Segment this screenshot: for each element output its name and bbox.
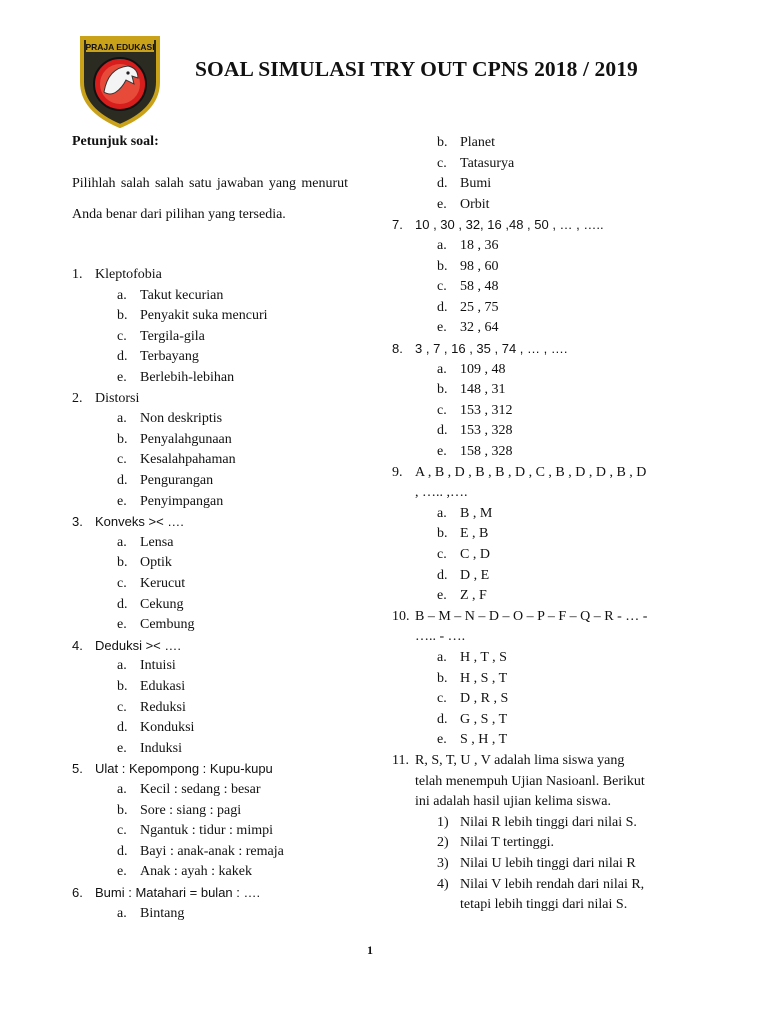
option-letter: d. xyxy=(117,349,128,365)
answer-option xyxy=(437,586,487,606)
answer-option xyxy=(117,739,182,759)
question-item xyxy=(72,759,273,779)
answer-option xyxy=(117,471,213,491)
option-text: 153 , 312 xyxy=(460,402,513,418)
answer-option xyxy=(117,553,172,573)
answer-option xyxy=(437,669,507,689)
option-text: Takut kecurian xyxy=(140,287,224,303)
answer-option xyxy=(437,648,507,668)
statement-text: Nilai T tertinggi. xyxy=(460,835,554,851)
question-item xyxy=(392,792,611,812)
option-text: Bayi : anak-anak : remaja xyxy=(140,843,284,859)
option-letter: d. xyxy=(117,720,128,736)
answer-option xyxy=(437,401,513,421)
question-text: 10 , 30 , 32, 16 ,48 , 50 , … , ….. xyxy=(415,217,604,233)
answer-option xyxy=(437,730,507,750)
option-text: Tergila-gila xyxy=(140,328,205,344)
option-text: Optik xyxy=(140,555,172,571)
option-letter: e. xyxy=(437,444,447,459)
option-text: Intuisi xyxy=(140,658,176,674)
question-text: 3 , 7 , 16 , 35 , 74 , … , …. xyxy=(415,341,568,356)
question-text: Kleptofobia xyxy=(95,267,162,282)
question-text-line: telah menempuh Ujian Nasioanl. Berikut xyxy=(415,773,645,789)
question-number: 1. xyxy=(72,267,83,282)
question-text: Konveks >< …. xyxy=(95,514,184,530)
option-letter: e. xyxy=(117,493,127,509)
option-text: Pengurangan xyxy=(140,473,214,488)
answer-option xyxy=(117,327,205,347)
answer-option xyxy=(117,801,241,821)
answer-option xyxy=(437,710,507,730)
option-text: Tatasurya xyxy=(460,155,515,171)
answer-option xyxy=(117,409,222,429)
answer-option xyxy=(437,380,506,400)
question-text: Deduksi >< …. xyxy=(95,637,181,653)
answer-option xyxy=(117,492,223,512)
question-text: Distorsi xyxy=(95,390,140,406)
option-letter: c. xyxy=(437,279,447,295)
option-letter: a. xyxy=(117,411,127,427)
instructions-label: Petunjuk soal: xyxy=(72,134,159,149)
statement-item xyxy=(437,833,554,853)
option-text: 109 , 48 xyxy=(460,361,506,377)
question-item xyxy=(392,339,567,359)
statement-text: Nilai R lebih tinggi dari nilai S. xyxy=(460,814,637,830)
option-letter: a. xyxy=(117,905,127,921)
option-letter: b. xyxy=(437,258,448,274)
option-letter: b. xyxy=(117,802,128,818)
logo-text: PRAJA EDUKASI xyxy=(85,42,155,52)
question-item-continued xyxy=(415,483,468,503)
option-letter: a. xyxy=(437,238,447,253)
question-number: 11. xyxy=(392,753,409,768)
question-text: Bumi : Matahari = bulan : …. xyxy=(95,885,261,900)
option-text: 148 , 31 xyxy=(460,382,506,398)
statement-text: Nilai U lebih tinggi dari nilai R xyxy=(460,856,636,871)
option-text: Penyalahgunaan xyxy=(140,431,232,447)
answer-option xyxy=(437,566,489,586)
answer-option xyxy=(117,347,199,367)
question-item xyxy=(72,636,181,656)
option-letter: b. xyxy=(437,526,448,542)
statement-text: Nilai V lebih rendah dari nilai R, xyxy=(460,876,645,892)
question-item xyxy=(392,772,645,792)
option-letter: a. xyxy=(117,287,127,303)
option-text: Penyimpangan xyxy=(140,493,224,509)
option-letter: a. xyxy=(117,534,127,550)
option-letter: a. xyxy=(437,505,447,521)
option-text: Berlebih-lebihan xyxy=(140,370,235,385)
option-letter: a. xyxy=(117,658,127,674)
question-item xyxy=(392,463,646,483)
answer-option xyxy=(437,318,499,338)
option-text: D , E xyxy=(460,567,490,583)
option-letter: b. xyxy=(437,135,448,150)
option-text: C , D xyxy=(460,547,490,562)
answer-option xyxy=(437,442,513,462)
option-text: Bumi xyxy=(460,176,492,192)
question-text: Ulat : Kepompong : Kupu-kupu xyxy=(95,761,273,777)
option-letter: c. xyxy=(117,328,127,344)
option-text: Non deskriptis xyxy=(140,411,223,427)
option-letter: d. xyxy=(437,299,448,315)
statement-text: tetapi lebih tinggi dari nilai S. xyxy=(460,897,628,913)
answer-option xyxy=(117,842,284,862)
answer-option xyxy=(437,174,491,194)
option-letter: d. xyxy=(117,843,128,859)
answer-option xyxy=(117,656,176,676)
answer-option xyxy=(437,524,488,544)
statement-number: 2) xyxy=(437,835,449,851)
question-number: 6. xyxy=(72,885,83,900)
statement-item xyxy=(437,875,644,895)
option-text: Reduksi xyxy=(140,699,186,715)
option-letter: d. xyxy=(437,711,448,727)
option-text: Kesalahpahaman xyxy=(140,452,236,468)
answer-option xyxy=(437,257,499,277)
answer-option xyxy=(117,595,184,615)
option-text: Lensa xyxy=(140,534,174,550)
option-text: H , T , S xyxy=(460,650,507,665)
option-letter: c. xyxy=(117,699,127,715)
option-letter: d. xyxy=(437,423,448,439)
option-text: B , M xyxy=(460,505,493,521)
option-text: G , S , T xyxy=(460,711,508,727)
option-letter: c. xyxy=(117,576,127,591)
option-letter: b. xyxy=(437,382,448,398)
answer-option xyxy=(437,298,499,318)
option-text: E , B xyxy=(460,526,489,542)
question-number: 7. xyxy=(392,217,403,233)
question-number: 5. xyxy=(72,761,83,777)
answer-option xyxy=(437,689,508,709)
option-letter: d. xyxy=(437,567,448,583)
option-letter: e. xyxy=(117,370,127,385)
answer-option xyxy=(437,133,495,153)
option-letter: e. xyxy=(117,740,127,756)
answer-option xyxy=(117,904,184,924)
question-text-line: R, S, T, U , V adalah lima siswa yang xyxy=(415,753,625,768)
answer-option xyxy=(117,862,252,882)
answer-option xyxy=(117,286,223,306)
option-text: 58 , 48 xyxy=(460,279,499,295)
answer-option xyxy=(117,780,261,800)
option-letter: e. xyxy=(117,864,127,880)
option-letter: d. xyxy=(117,596,128,612)
question-item xyxy=(72,265,162,285)
statement-item xyxy=(437,895,627,915)
statement-item xyxy=(437,854,636,874)
option-text: Terbayang xyxy=(140,349,199,365)
option-text: Penyakit suka mencuri xyxy=(140,308,268,324)
statement-number: 3) xyxy=(437,856,449,871)
option-letter: e. xyxy=(437,320,447,336)
option-letter: a. xyxy=(117,782,127,797)
answer-option xyxy=(437,154,514,174)
answer-option xyxy=(437,236,499,256)
option-text: Induksi xyxy=(140,740,182,756)
answer-option xyxy=(117,821,273,841)
statement-item xyxy=(437,813,637,833)
question-item-continued xyxy=(415,627,465,647)
option-letter: d. xyxy=(437,176,448,192)
option-letter: c. xyxy=(117,823,127,839)
option-letter: e. xyxy=(437,196,447,212)
option-letter: e. xyxy=(437,588,447,604)
question-number: 3. xyxy=(72,514,83,530)
option-text: Ngantuk : tidur : mimpi xyxy=(140,823,273,839)
option-text: Bintang xyxy=(140,905,185,921)
option-text: 158 , 328 xyxy=(460,444,513,459)
option-letter: c. xyxy=(437,402,447,418)
instructions-text: Pilihlah salah salah satu jawaban yang menurut Anda benar dari pilihan yang tersedia. xyxy=(72,176,348,222)
question-number: 2. xyxy=(72,390,83,406)
question-item xyxy=(72,883,260,903)
praja-edukasi-logo xyxy=(76,30,164,128)
page-number: 1 xyxy=(367,943,373,957)
option-letter: e. xyxy=(437,732,447,748)
answer-option xyxy=(117,533,173,553)
question-text-continued: ….. - …. xyxy=(415,629,466,645)
question-item xyxy=(392,215,604,235)
option-text: Edukasi xyxy=(140,679,186,694)
question-number: 4. xyxy=(72,637,83,653)
option-text: Sore : siang : pagi xyxy=(140,802,242,818)
answer-option xyxy=(437,421,513,441)
answer-option xyxy=(117,368,234,388)
question-text: A , B , D , B , B , D , C , B , D , D , B , D xyxy=(415,464,647,480)
question-text-continued: , ….. ,…. xyxy=(415,485,468,501)
option-text: 98 , 60 xyxy=(460,258,499,274)
option-text: 32 , 64 xyxy=(460,320,499,336)
answer-option xyxy=(437,360,506,380)
answer-option xyxy=(117,430,232,450)
question-text: B – M – N – D – O – P – F – Q – R - … - xyxy=(415,608,648,624)
option-letter: c. xyxy=(437,547,447,562)
option-text: Kerucut xyxy=(140,576,186,591)
option-text: Anak : ayah : kakek xyxy=(140,864,252,880)
answer-option xyxy=(117,615,194,635)
option-letter: a. xyxy=(437,361,447,377)
option-letter: b. xyxy=(117,431,128,447)
option-letter: b. xyxy=(117,308,128,324)
option-text: H , S , T xyxy=(460,670,508,686)
statement-number: 4) xyxy=(437,876,449,892)
option-letter: a. xyxy=(437,650,447,665)
option-text: Cekung xyxy=(140,596,184,612)
answer-option xyxy=(117,677,185,697)
question-item xyxy=(72,389,139,409)
option-text: D , R , S xyxy=(460,691,509,707)
option-text: 25 , 75 xyxy=(460,299,499,315)
option-text: Konduksi xyxy=(140,720,195,736)
option-text: Orbit xyxy=(460,196,490,212)
option-text: Z , F xyxy=(460,588,487,604)
answer-option xyxy=(117,698,186,718)
question-item xyxy=(392,751,624,771)
answer-option xyxy=(437,545,490,565)
option-letter: b. xyxy=(117,679,128,694)
option-letter: e. xyxy=(117,617,127,633)
statement-number: 1) xyxy=(437,814,449,830)
option-text: Kecil : sedang : besar xyxy=(140,782,261,797)
answer-option xyxy=(117,718,194,738)
option-letter: b. xyxy=(437,670,448,686)
answer-option xyxy=(117,574,185,594)
answer-option xyxy=(117,306,268,326)
answer-option xyxy=(437,277,499,297)
option-letter: c. xyxy=(437,155,447,171)
option-text: Cembung xyxy=(140,617,195,633)
question-number: 9. xyxy=(392,464,403,480)
option-text: S , H , T xyxy=(460,732,508,748)
option-letter: c. xyxy=(437,691,447,707)
answer-option xyxy=(117,450,236,470)
question-item xyxy=(72,512,184,532)
question-number: 10. xyxy=(392,608,410,624)
answer-option xyxy=(437,504,492,524)
option-text: 18 , 36 xyxy=(460,238,499,253)
question-item xyxy=(392,607,647,627)
answer-option xyxy=(437,195,490,215)
question-text-line: ini adalah hasil ujian kelima siswa. xyxy=(415,794,611,810)
option-text: Planet xyxy=(460,135,495,150)
page-title: SOAL SIMULASI TRY OUT CPNS 2018 / 2019 xyxy=(195,57,638,81)
option-letter: b. xyxy=(117,555,128,571)
option-letter: c. xyxy=(117,452,127,468)
option-text: 153 , 328 xyxy=(460,423,513,439)
question-number: 8. xyxy=(392,341,403,356)
option-letter: d. xyxy=(117,473,128,488)
